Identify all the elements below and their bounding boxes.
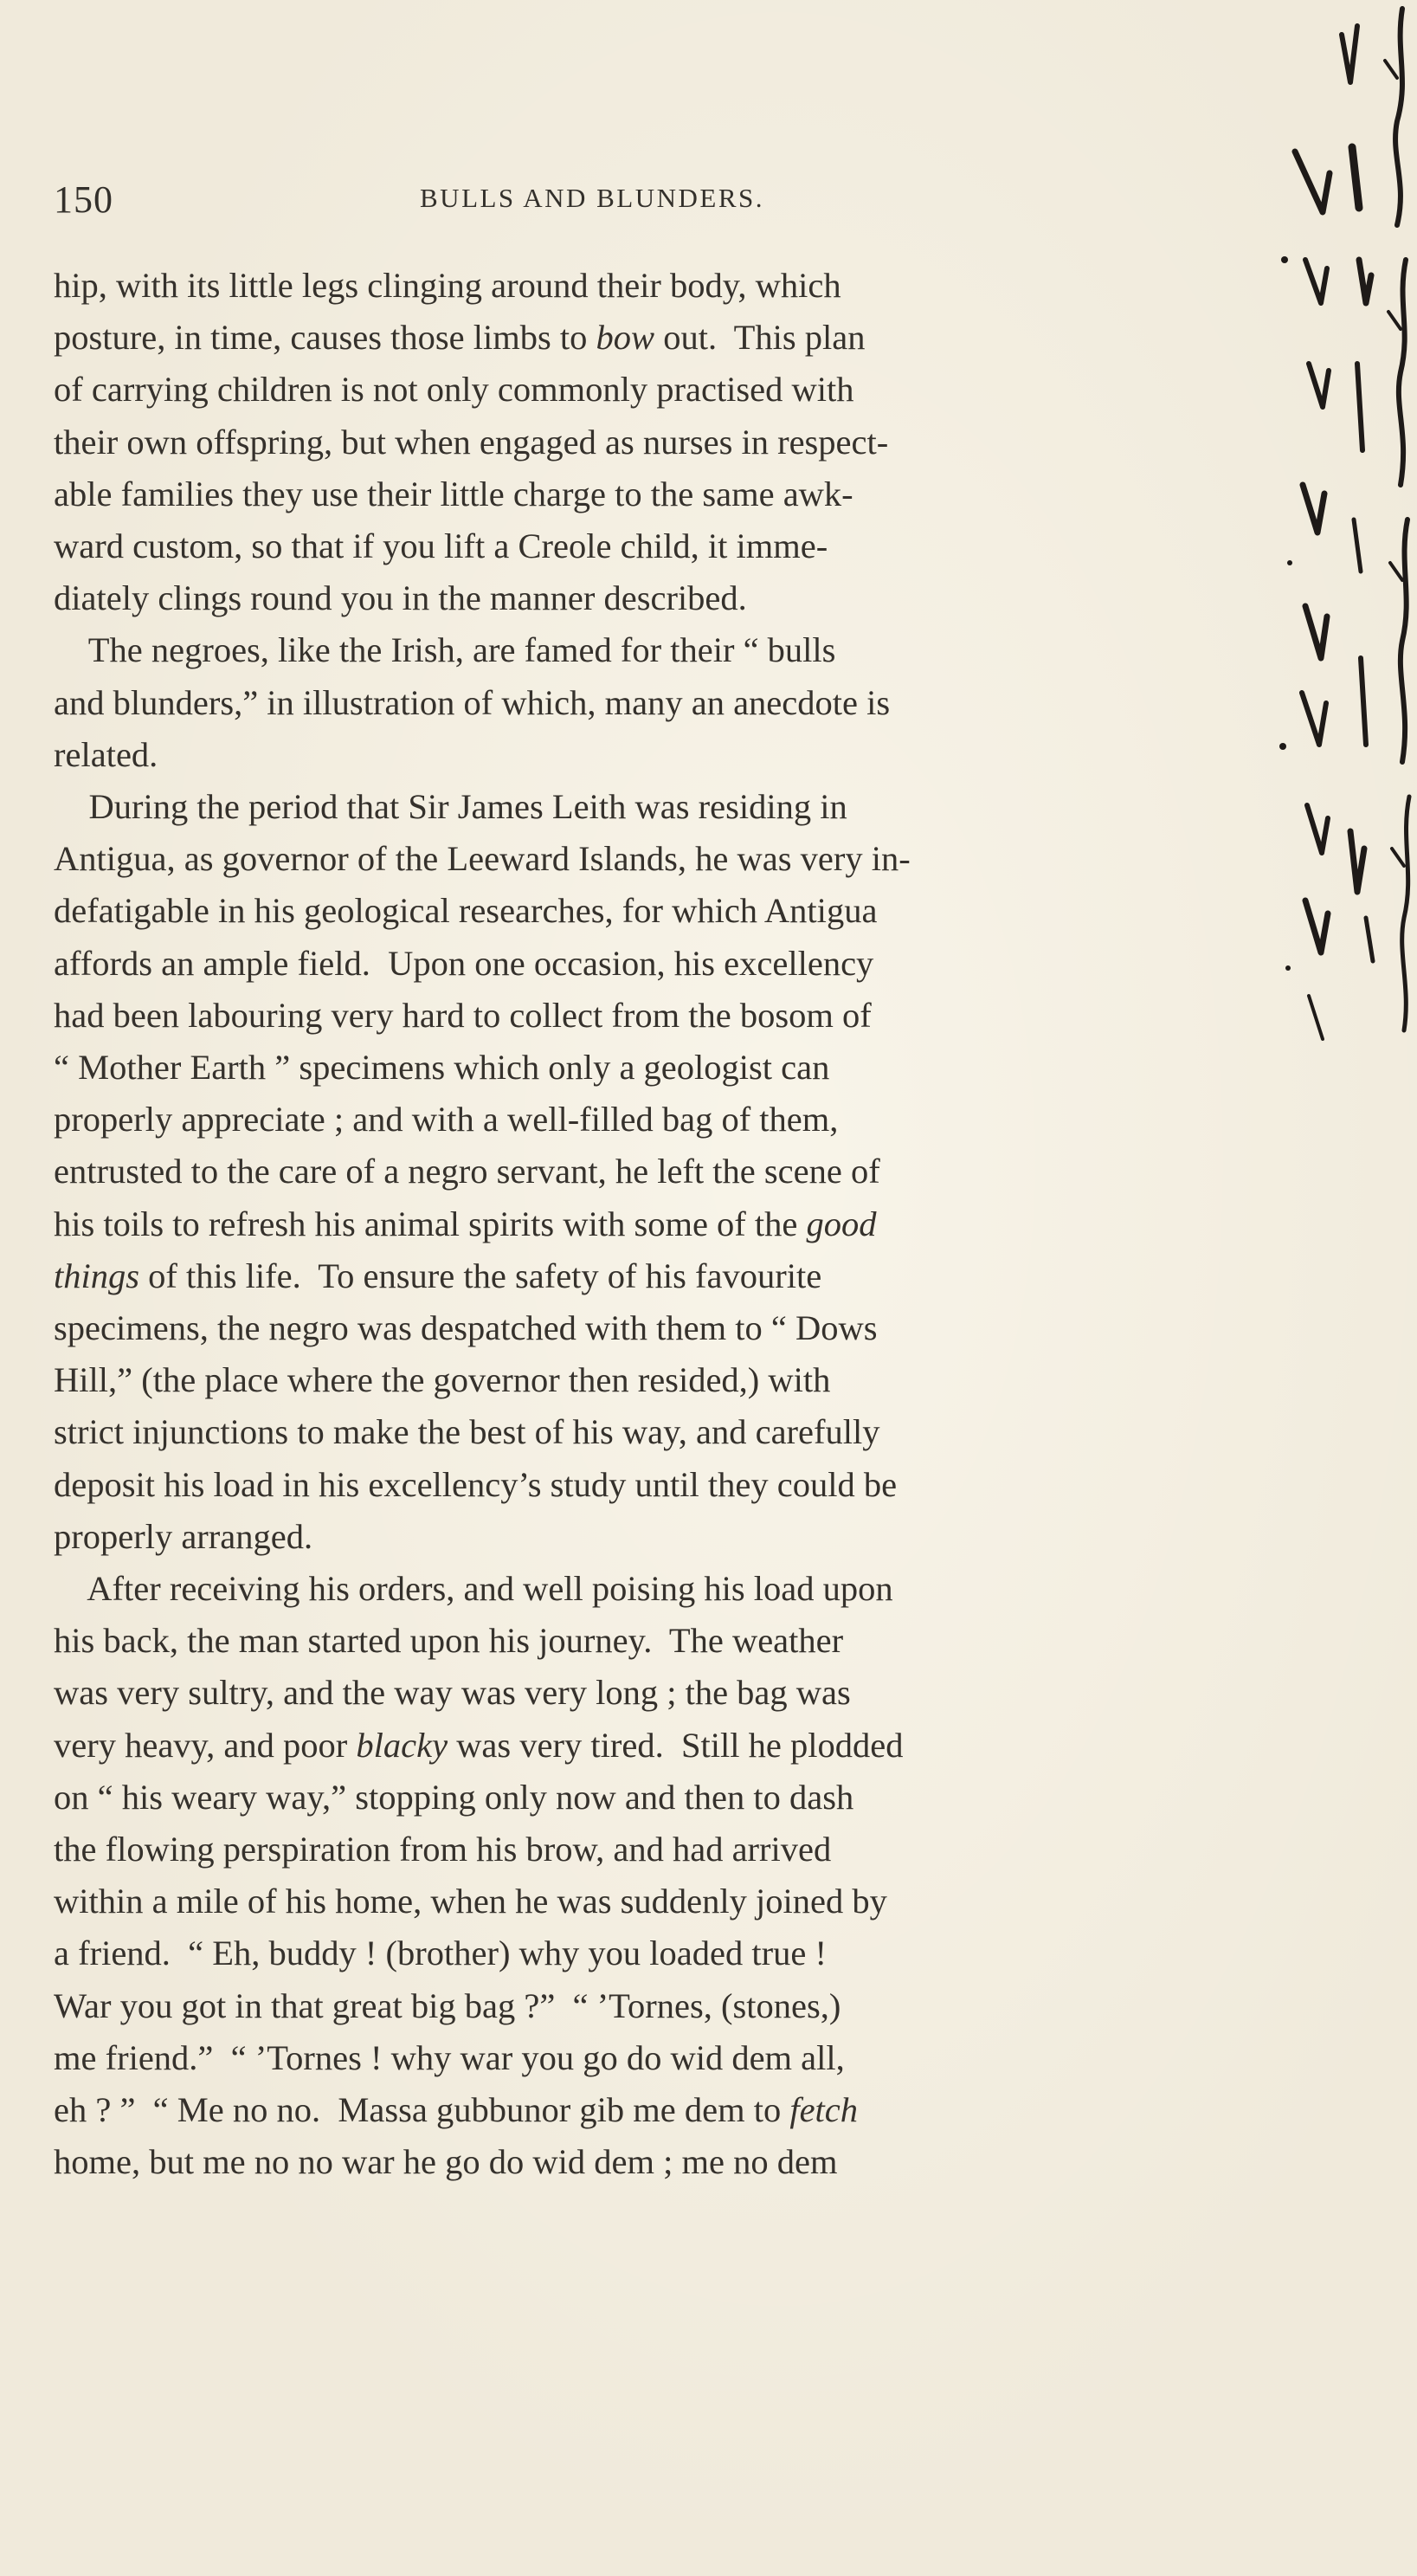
text-line <box>54 1927 827 1979</box>
text-line-segment: his toils to refresh his animal spirits with some of the <box>54 1204 807 1243</box>
text-line-segment: posture, in time, causes those limbs to <box>54 318 596 358</box>
text-line <box>54 885 877 937</box>
text-line-segment: had been labouring very hard to collect from the bosom of <box>54 995 872 1035</box>
text-line-segment: entrusted to the care of a negro servant, he left the scene of <box>54 1152 880 1191</box>
text-line <box>54 2136 837 2188</box>
italic-word: blacky <box>356 1725 448 1765</box>
text-line-segment: on “ his weary way,” stopping only now and then to dash <box>54 1777 854 1817</box>
page-header <box>54 178 928 229</box>
text-line-segment: defatigable in his geological researches, for which Antigua <box>54 891 878 931</box>
text-line <box>54 2084 858 2136</box>
text-line <box>54 833 911 885</box>
text-line <box>54 364 854 416</box>
text-line <box>54 520 828 572</box>
text-line-segment: deposit his load in his excellency’s study until they could be <box>54 1464 898 1504</box>
text-line <box>54 2032 845 2084</box>
text-line-segment: within a mile of his home, when he was suddenly joined by <box>54 1882 887 1921</box>
text-line <box>54 1824 831 1876</box>
text-line-segment: their own offspring, but when engaged as nurses in respect- <box>54 422 889 462</box>
text-line-segment: ward custom, so that if you lift a Creole child, it imme- <box>54 526 828 565</box>
text-line <box>54 1615 843 1667</box>
text-line <box>54 1198 877 1250</box>
text-line <box>54 1354 830 1406</box>
text-line <box>54 1667 851 1719</box>
running-title: BULLS AND BLUNDERS. <box>420 183 765 213</box>
text-line-segment: Hill,” (the place where the governor then resided,) with <box>54 1360 831 1400</box>
text-line-segment: was very sultry, and the way was very long ; the bag was <box>54 1673 851 1713</box>
text-line-segment: and blunders,” in illustration of which, many an anecdote is <box>54 682 891 722</box>
text-line-segment: me friend.” “ ’Tornes ! why war you go do wid dem all, <box>54 2037 845 2077</box>
text-line <box>54 1459 897 1511</box>
text-line-segment: eh ? ” “ Me no no. Massa gubbunor gib me dem to <box>54 2090 790 2129</box>
text-line <box>54 468 853 520</box>
text-line <box>54 312 865 364</box>
text-line-segment: very heavy, and poor <box>54 1725 357 1765</box>
text-line-segment: able families they use their little charge to the same awk- <box>54 474 853 513</box>
text-line-segment: War you got in that great big bag ?” “ ’Tornes, (stones,) <box>54 1985 841 2025</box>
text-line-segment: “ Mother Earth ” specimens which only a geologist can <box>54 1048 830 1087</box>
italic-word: good <box>806 1204 877 1243</box>
page-number: 150 <box>54 178 113 221</box>
text-line-segment: diately clings round you in the manner described. <box>54 578 747 618</box>
text-line-segment: specimens, the negro was despatched with them to “ Dows <box>54 1308 878 1347</box>
text-line <box>54 938 873 990</box>
text-line <box>54 729 158 781</box>
italic-word: fetch <box>789 2090 859 2129</box>
text-line-segment: hip, with its little legs clinging around their body, which <box>54 266 841 305</box>
text-line-segment: properly arranged. <box>54 1516 313 1556</box>
text-line-segment: affords an ample field. Upon one occasion, his excellency <box>54 943 874 983</box>
text-line-segment: During the period that Sir James Leith was residing in <box>54 787 847 826</box>
text-line-segment: home, but me no no war he go do wid dem ; me no dem <box>54 2142 838 2182</box>
text-line <box>54 260 841 312</box>
text-line <box>54 1772 853 1824</box>
text-line-segment: After receiving his orders, and well poising his load upon <box>54 1569 893 1608</box>
text-line <box>54 1511 312 1563</box>
text-line <box>54 1720 903 1772</box>
text-line-segment: strict injunctions to make the best of his way, and carefully <box>54 1412 880 1452</box>
text-line <box>54 1146 880 1198</box>
text-line <box>54 1042 829 1094</box>
text-line <box>54 1302 878 1354</box>
text-line-segment: a friend. “ Eh, buddy ! (brother) why you loaded true ! <box>54 1934 827 1973</box>
text-line <box>54 1980 841 2032</box>
text-line-segment: The negroes, like the Irish, are famed for their “ bulls <box>54 630 836 670</box>
text-line-segment: out. This plan <box>654 318 866 358</box>
text-line-segment: Antigua, as governor of the Leeward Islands, he was very in- <box>54 839 911 879</box>
handwritten-margin-annotation <box>1212 0 1417 1065</box>
italic-word: bow <box>596 318 655 358</box>
text-line-segment: was very tired. Still he plodded <box>448 1725 904 1765</box>
text-line-segment: of carrying children is not only commonly practised with <box>54 370 854 410</box>
text-line <box>54 677 890 729</box>
text-line-segment: properly appreciate ; and with a well-filled bag of them, <box>54 1100 839 1140</box>
text-line <box>54 1250 821 1302</box>
text-line <box>54 1406 880 1458</box>
text-line <box>54 416 888 468</box>
text-line <box>54 990 872 1042</box>
text-line-segment: related. <box>54 734 158 774</box>
text-line-segment: his back, the man started upon his journey. The weather <box>54 1621 844 1661</box>
text-line <box>54 1094 838 1146</box>
handwritten-annotation-drawing <box>1212 0 1417 1065</box>
text-line <box>54 1563 893 1615</box>
text-line <box>54 1876 887 1927</box>
text-line-segment: the flowing perspiration from his brow, and had arrived <box>54 1830 832 1869</box>
italic-word: things <box>54 1256 140 1295</box>
text-line <box>54 624 835 676</box>
text-line <box>54 781 847 833</box>
text-line-segment: of this life. To ensure the safety of his favourite <box>139 1256 822 1295</box>
text-line <box>54 572 747 624</box>
